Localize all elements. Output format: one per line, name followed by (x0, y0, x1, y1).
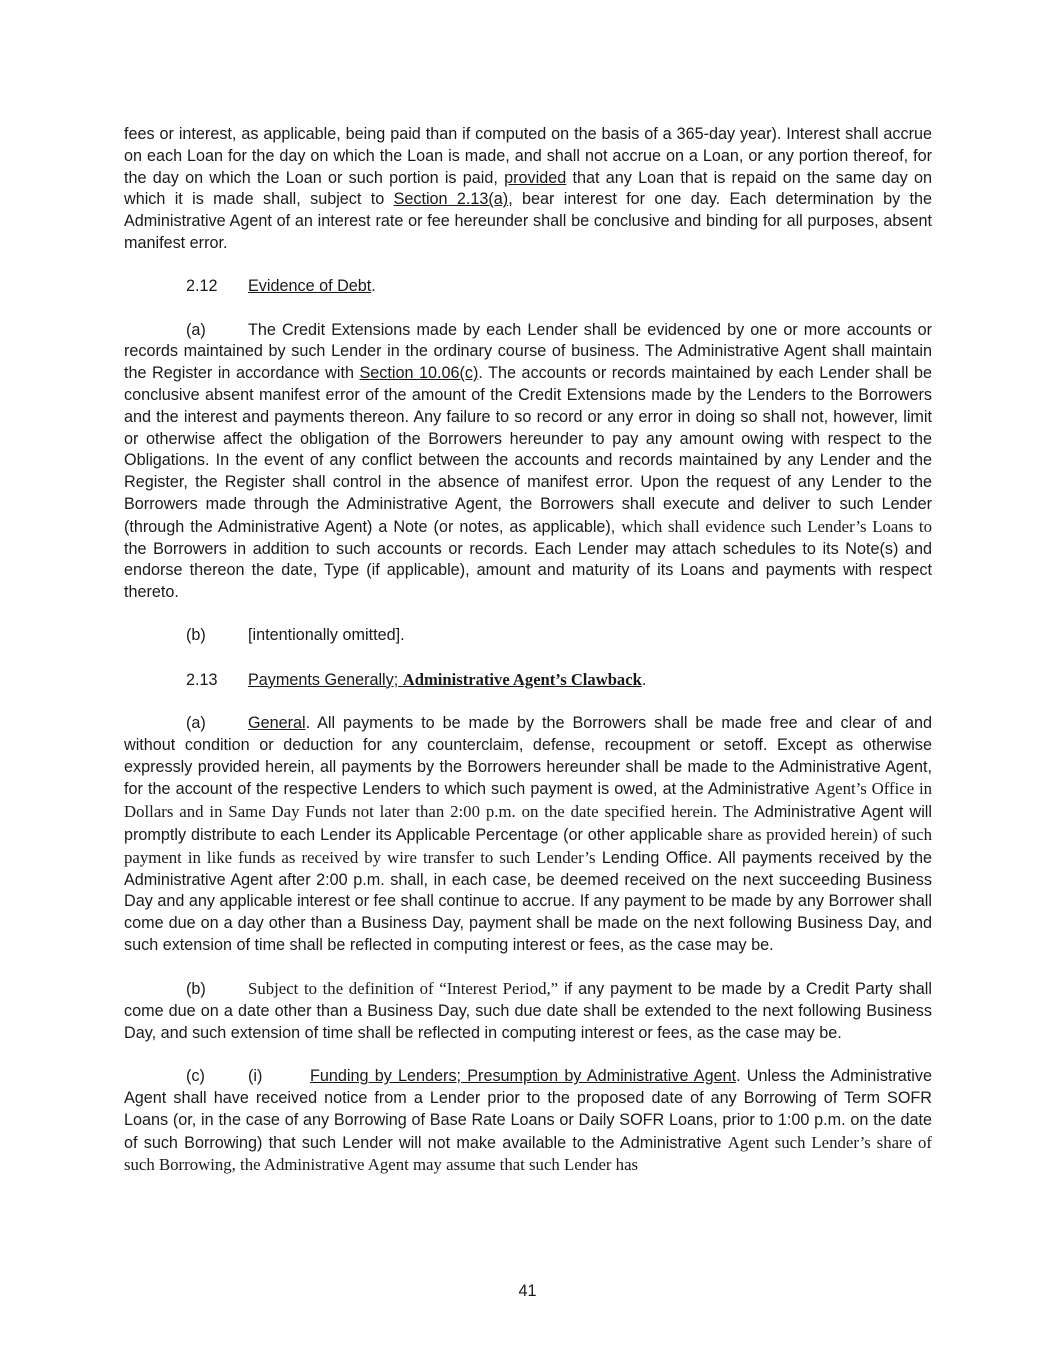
section-2-12-a-paragraph: (a) The Credit Extensions made by each Lender shall be evidenced by one or more accounts or records maintained by such Lender in the ordinary course of business. The Administrative Agent shall maintain the Register in accordance with Section 10.06(c). The accounts or records maintained by each Lender shall be conclusive absent manifest error of the amount of the Credit Extensions made by the Lenders to the Borrowers and the interest and payments thereon. Any failure to so record or any error in doing so shall not, however, limit or otherwise affect the obligation of the Borrowers hereunder to pay any amount owing with respect to the Obligations. In the event of any conflict between the accounts and records maintained by any Lender and the Register, the Register shall control in the absence of manifest error. Upon the request of any Lender to the Borrowers made through the Administrative Agent, the Borrowers shall execute and deliver to such Lender (through the Administrative Agent) a Note (or notes, as applicable), which shall evidence such Lender’s Loans to the Borrowers in addition to such accounts or records. Each Lender may attach schedules to its Note(s) and endorse thereon the date, Type (if applicable), amount and maturity of its Loans and payments with respect thereto. (124, 320, 932, 602)
section-number: 2.13 (186, 670, 218, 689)
section-title: Payments Generally; Administrative Agent’s Clawback (248, 669, 642, 689)
section-2-13-b-paragraph: (b) Subject to the definition of “Interest Period,” if any payment to be made by a Credit Party shall come due on a date other than a Business Day, such due date shall be extended to the next following Business Day, and such extension of time shall be reflected in computing interest or fees, as the case may be. (124, 979, 932, 1042)
section-title: Evidence of Debt (248, 277, 372, 296)
section-2-13-a-paragraph: (a) General. All payments to be made by the Borrowers shall be made free and clear of and without condition or deduction for any counterclaim, defense, recoupment or setoff. Except as otherwise expressly provided herein, all payments by the Borrowers hereunder shall be made to the Administrative Agent, for the account of the respective Lenders to which such payment is owed, at the Administrative Agent’s Office in Dollars and in Same Day Funds not later than 2:00 p.m. on the date specified herein. The Administrative Agent will promptly distribute to each Lender its Applicable Percentage (or other applicable share as provided herein) of such payment in like funds as received by wire transfer to such Lender’s Lending Office. All payments received by the Administrative Agent after 2:00 p.m. shall, in each case, be deemed received on the next succeeding Business Day and any applicable interest or fee shall continue to accrue. If any payment to be made by any Borrower shall come due on a day other than a Business Day, payment shall be made on the next following Business Day, and such extension of time shall be reflected in computing interest or fees, as the case may be. (124, 714, 933, 954)
provided-term: provided (504, 168, 567, 187)
clause-heading: General (248, 714, 306, 733)
clause-label: (a) (186, 714, 206, 733)
page-number: 41 (518, 1282, 537, 1300)
section-2-13-heading: 2.13 Payments Generally; Administrative Agent’s Clawback. (124, 669, 932, 692)
document-page (124, 124, 932, 1177)
section-2-13-c-paragraph: (c) (i) Funding by Lenders; Presumption by Administrative Agent. Unless the Administrative Agent shall have received notice from a Lender prior to the proposed date of any Borrowing of Term SOFR Loans (or, in the case of any Borrowing of Base Rate Loans or Daily SOFR Loans, prior to 1:00 p.m. on the date of such Borrowing) that such Lender will not make available to the Administrative Agent such Lender’s share of such Borrowing, the Administrative Agent may assume that such Lender has (124, 1067, 933, 1175)
clause-label: (c) (186, 1067, 205, 1086)
section-number: 2.12 (186, 277, 218, 296)
clause-label: (b) (186, 980, 206, 999)
section-reference[interactable]: Section 2.13(a) (393, 190, 509, 209)
clause-heading: Funding by Lenders; Presumption by Administrative Agent (310, 1067, 737, 1086)
subclause-label: (i) (248, 1067, 263, 1086)
clause-label: (b) (186, 626, 206, 645)
continuation-paragraph: fees or interest, as applicable, being paid than if computed on the basis of a 365-day year). Interest shall accrue on each Loan for the day on which the Loan is made, and shall not accrue on a Loan, or any portion thereof, for the day on which the Loan or such portion is paid, provided that any Loan that is repaid on the same day on which it is made shall, subject to Section 2.13(a), bear interest for one day. Each determination by the Administrative Agent of an interest rate or fee hereunder shall be conclusive and binding for all purposes, absent manifest error. (124, 125, 933, 252)
section-2-12-heading: 2.12 Evidence of Debt. (124, 276, 932, 298)
section-2-12-b-paragraph: (b) [intentionally omitted]. (124, 625, 932, 647)
section-reference[interactable]: Section 10.06(c) (359, 364, 479, 383)
clause-label: (a) (186, 320, 206, 339)
